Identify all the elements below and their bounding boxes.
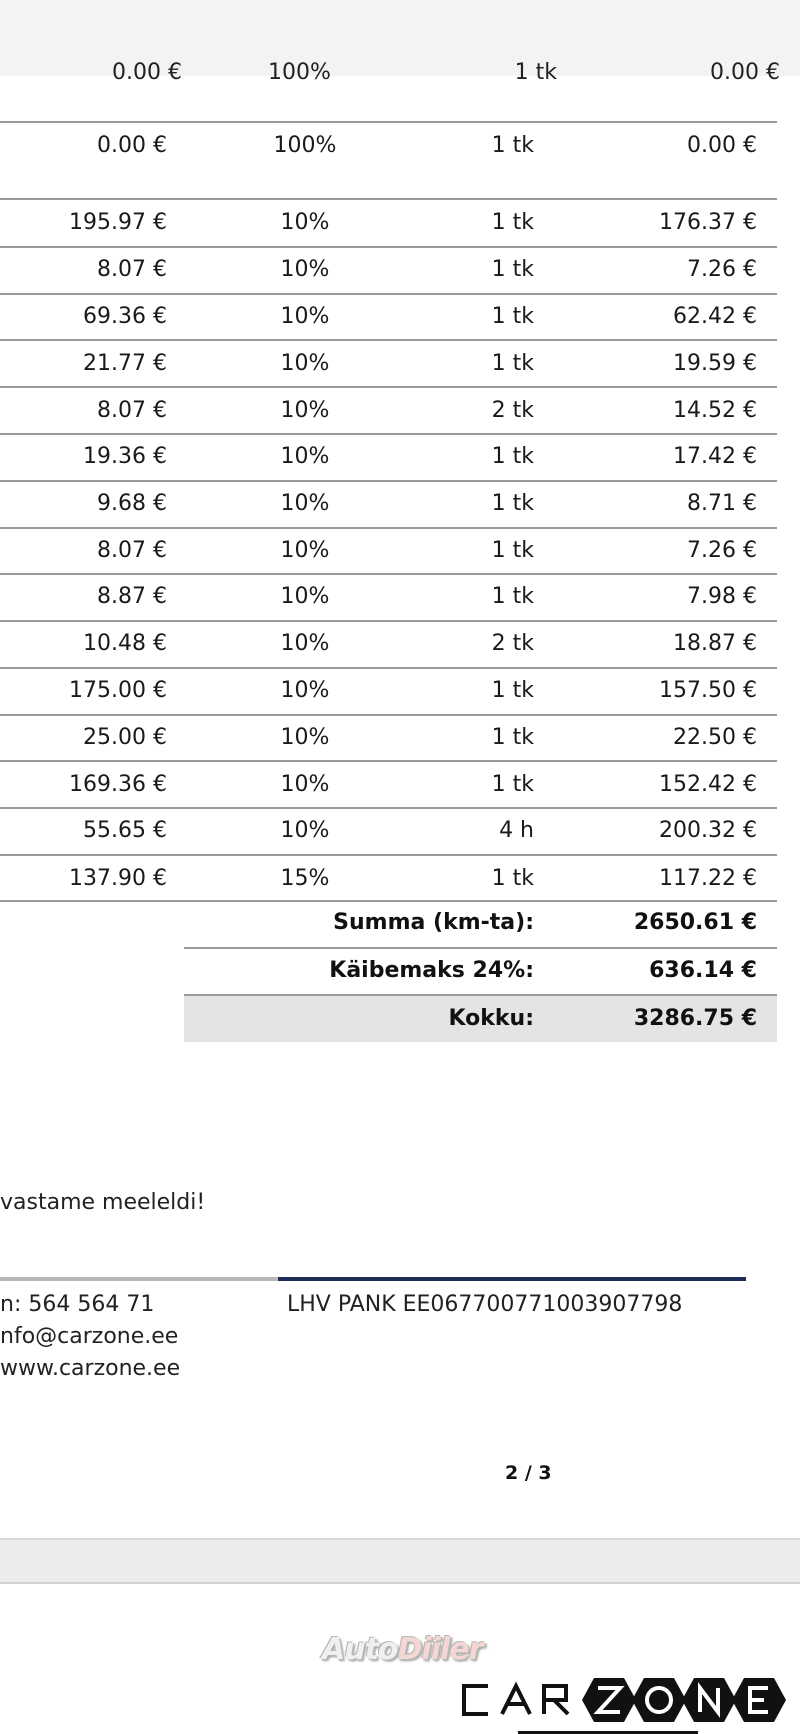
price-cell: 195.97 € bbox=[69, 210, 167, 235]
footer-rule-navy bbox=[278, 1277, 746, 1281]
discount-cell: 10% bbox=[280, 444, 330, 469]
table-row bbox=[0, 668, 777, 714]
discount-cell: 15% bbox=[280, 866, 330, 891]
qty-cell: 4 h bbox=[499, 818, 534, 843]
discount-cell: 10% bbox=[280, 725, 330, 750]
table-row bbox=[0, 856, 777, 902]
qty-cell: 1 tk bbox=[491, 304, 534, 329]
discount-cell: 10% bbox=[280, 304, 330, 329]
total-cell: 62.42 € bbox=[673, 304, 757, 329]
table-row bbox=[0, 341, 777, 387]
qty-cell: 1 tk bbox=[491, 538, 534, 563]
total-cell: 0.00 € bbox=[687, 133, 757, 158]
total-cell: 22.50 € bbox=[673, 725, 757, 750]
price-cell: 8.87 € bbox=[97, 584, 167, 609]
total-cell: 18.87 € bbox=[673, 631, 757, 656]
footer-website: www.carzone.ee bbox=[0, 1356, 181, 1381]
total-cell: 19.59 € bbox=[673, 351, 757, 376]
price-cell: 19.36 € bbox=[83, 444, 167, 469]
total-cell: 117.22 € bbox=[659, 866, 757, 891]
page-number: 2 / 3 bbox=[505, 1462, 552, 1484]
discount-cell: 10% bbox=[280, 584, 330, 609]
total-cell: 0.00 € bbox=[710, 60, 780, 82]
qty-cell: 1 tk bbox=[491, 257, 534, 282]
table-row bbox=[0, 200, 777, 246]
qty-cell: 1 tk bbox=[491, 444, 534, 469]
discount-cell: 10% bbox=[280, 678, 330, 703]
total-cell: 7.98 € bbox=[687, 584, 757, 609]
total-cell: 152.42 € bbox=[659, 772, 757, 797]
discount-cell: 10% bbox=[280, 398, 330, 423]
carzone-logo bbox=[456, 1668, 786, 1734]
total-cell: 200.32 € bbox=[659, 818, 757, 843]
table-row bbox=[0, 388, 777, 434]
table-row bbox=[0, 434, 777, 480]
price-cell: 55.65 € bbox=[83, 818, 167, 843]
table-row bbox=[0, 715, 777, 761]
clipped-table-row bbox=[0, 56, 800, 82]
vat-label: Käibemaks 24%: bbox=[329, 958, 534, 983]
discount-cell: 10% bbox=[280, 818, 330, 843]
price-cell: 8.07 € bbox=[97, 538, 167, 563]
price-cell: 10.48 € bbox=[83, 631, 167, 656]
closing-note: vastame meeleldi! bbox=[0, 1190, 206, 1215]
table-row bbox=[0, 762, 777, 808]
table-row bbox=[0, 481, 777, 527]
discount-cell: 10% bbox=[280, 772, 330, 797]
subtotal-label: Summa (km-ta): bbox=[333, 910, 534, 935]
qty-cell: 2 tk bbox=[491, 398, 534, 423]
total-cell: 157.50 € bbox=[659, 678, 757, 703]
qty-cell: 1 tk bbox=[514, 60, 557, 82]
price-cell: 8.07 € bbox=[97, 398, 167, 423]
vat-row bbox=[184, 948, 777, 994]
price-cell: 169.36 € bbox=[69, 772, 167, 797]
total-cell: 14.52 € bbox=[673, 398, 757, 423]
price-cell: 175.00 € bbox=[69, 678, 167, 703]
price-cell: 0.00 € bbox=[97, 133, 167, 158]
discount-cell: 10% bbox=[280, 631, 330, 656]
vat-value: 636.14 € bbox=[649, 958, 757, 983]
subtotal-value: 2650.61 € bbox=[633, 910, 757, 935]
discount-cell: 100% bbox=[273, 133, 337, 158]
page-separator bbox=[0, 1538, 800, 1584]
price-cell: 137.90 € bbox=[69, 866, 167, 891]
total-cell: 17.42 € bbox=[673, 444, 757, 469]
discount-cell: 10% bbox=[280, 538, 330, 563]
autodiiler-watermark: AutoDiiler bbox=[322, 1632, 483, 1667]
table-row bbox=[0, 294, 777, 340]
price-cell: 25.00 € bbox=[83, 725, 167, 750]
total-cell: 176.37 € bbox=[659, 210, 757, 235]
qty-cell: 1 tk bbox=[491, 491, 534, 516]
qty-cell: 1 tk bbox=[491, 678, 534, 703]
table-row bbox=[0, 808, 777, 854]
price-cell: 8.07 € bbox=[97, 257, 167, 282]
qty-cell: 1 tk bbox=[491, 866, 534, 891]
qty-cell: 1 tk bbox=[491, 584, 534, 609]
footer-bank-account: LHV PANK EE067700771003907798 bbox=[287, 1292, 683, 1317]
discount-cell: 10% bbox=[280, 257, 330, 282]
discount-cell: 10% bbox=[280, 210, 330, 235]
price-cell: 69.36 € bbox=[83, 304, 167, 329]
qty-cell: 1 tk bbox=[491, 351, 534, 376]
table-row bbox=[0, 247, 777, 293]
total-cell: 7.26 € bbox=[687, 257, 757, 282]
discount-cell: 10% bbox=[280, 351, 330, 376]
total-cell: 8.71 € bbox=[687, 491, 757, 516]
footer-phone: n: 564 564 71 bbox=[0, 1292, 155, 1317]
table-row bbox=[0, 528, 777, 574]
qty-cell: 1 tk bbox=[491, 210, 534, 235]
qty-cell: 1 tk bbox=[491, 725, 534, 750]
price-cell: 9.68 € bbox=[97, 491, 167, 516]
total-value: 3286.75 € bbox=[633, 1006, 757, 1031]
discount-cell: 10% bbox=[280, 491, 330, 516]
footer-rule-gray bbox=[0, 1277, 278, 1281]
discount-cell: 100% bbox=[268, 60, 331, 82]
subtotal-row bbox=[184, 900, 777, 946]
qty-cell: 2 tk bbox=[491, 631, 534, 656]
total-label: Kokku: bbox=[448, 1006, 534, 1031]
footer-email: nfo@carzone.ee bbox=[0, 1324, 179, 1349]
qty-cell: 1 tk bbox=[491, 133, 534, 158]
price-cell: 21.77 € bbox=[83, 351, 167, 376]
price-cell: 0.00 € bbox=[112, 60, 182, 82]
total-cell: 7.26 € bbox=[687, 538, 757, 563]
table-row bbox=[0, 123, 777, 169]
table-row bbox=[0, 621, 777, 667]
qty-cell: 1 tk bbox=[491, 772, 534, 797]
total-row bbox=[184, 996, 777, 1042]
table-row bbox=[0, 574, 777, 620]
